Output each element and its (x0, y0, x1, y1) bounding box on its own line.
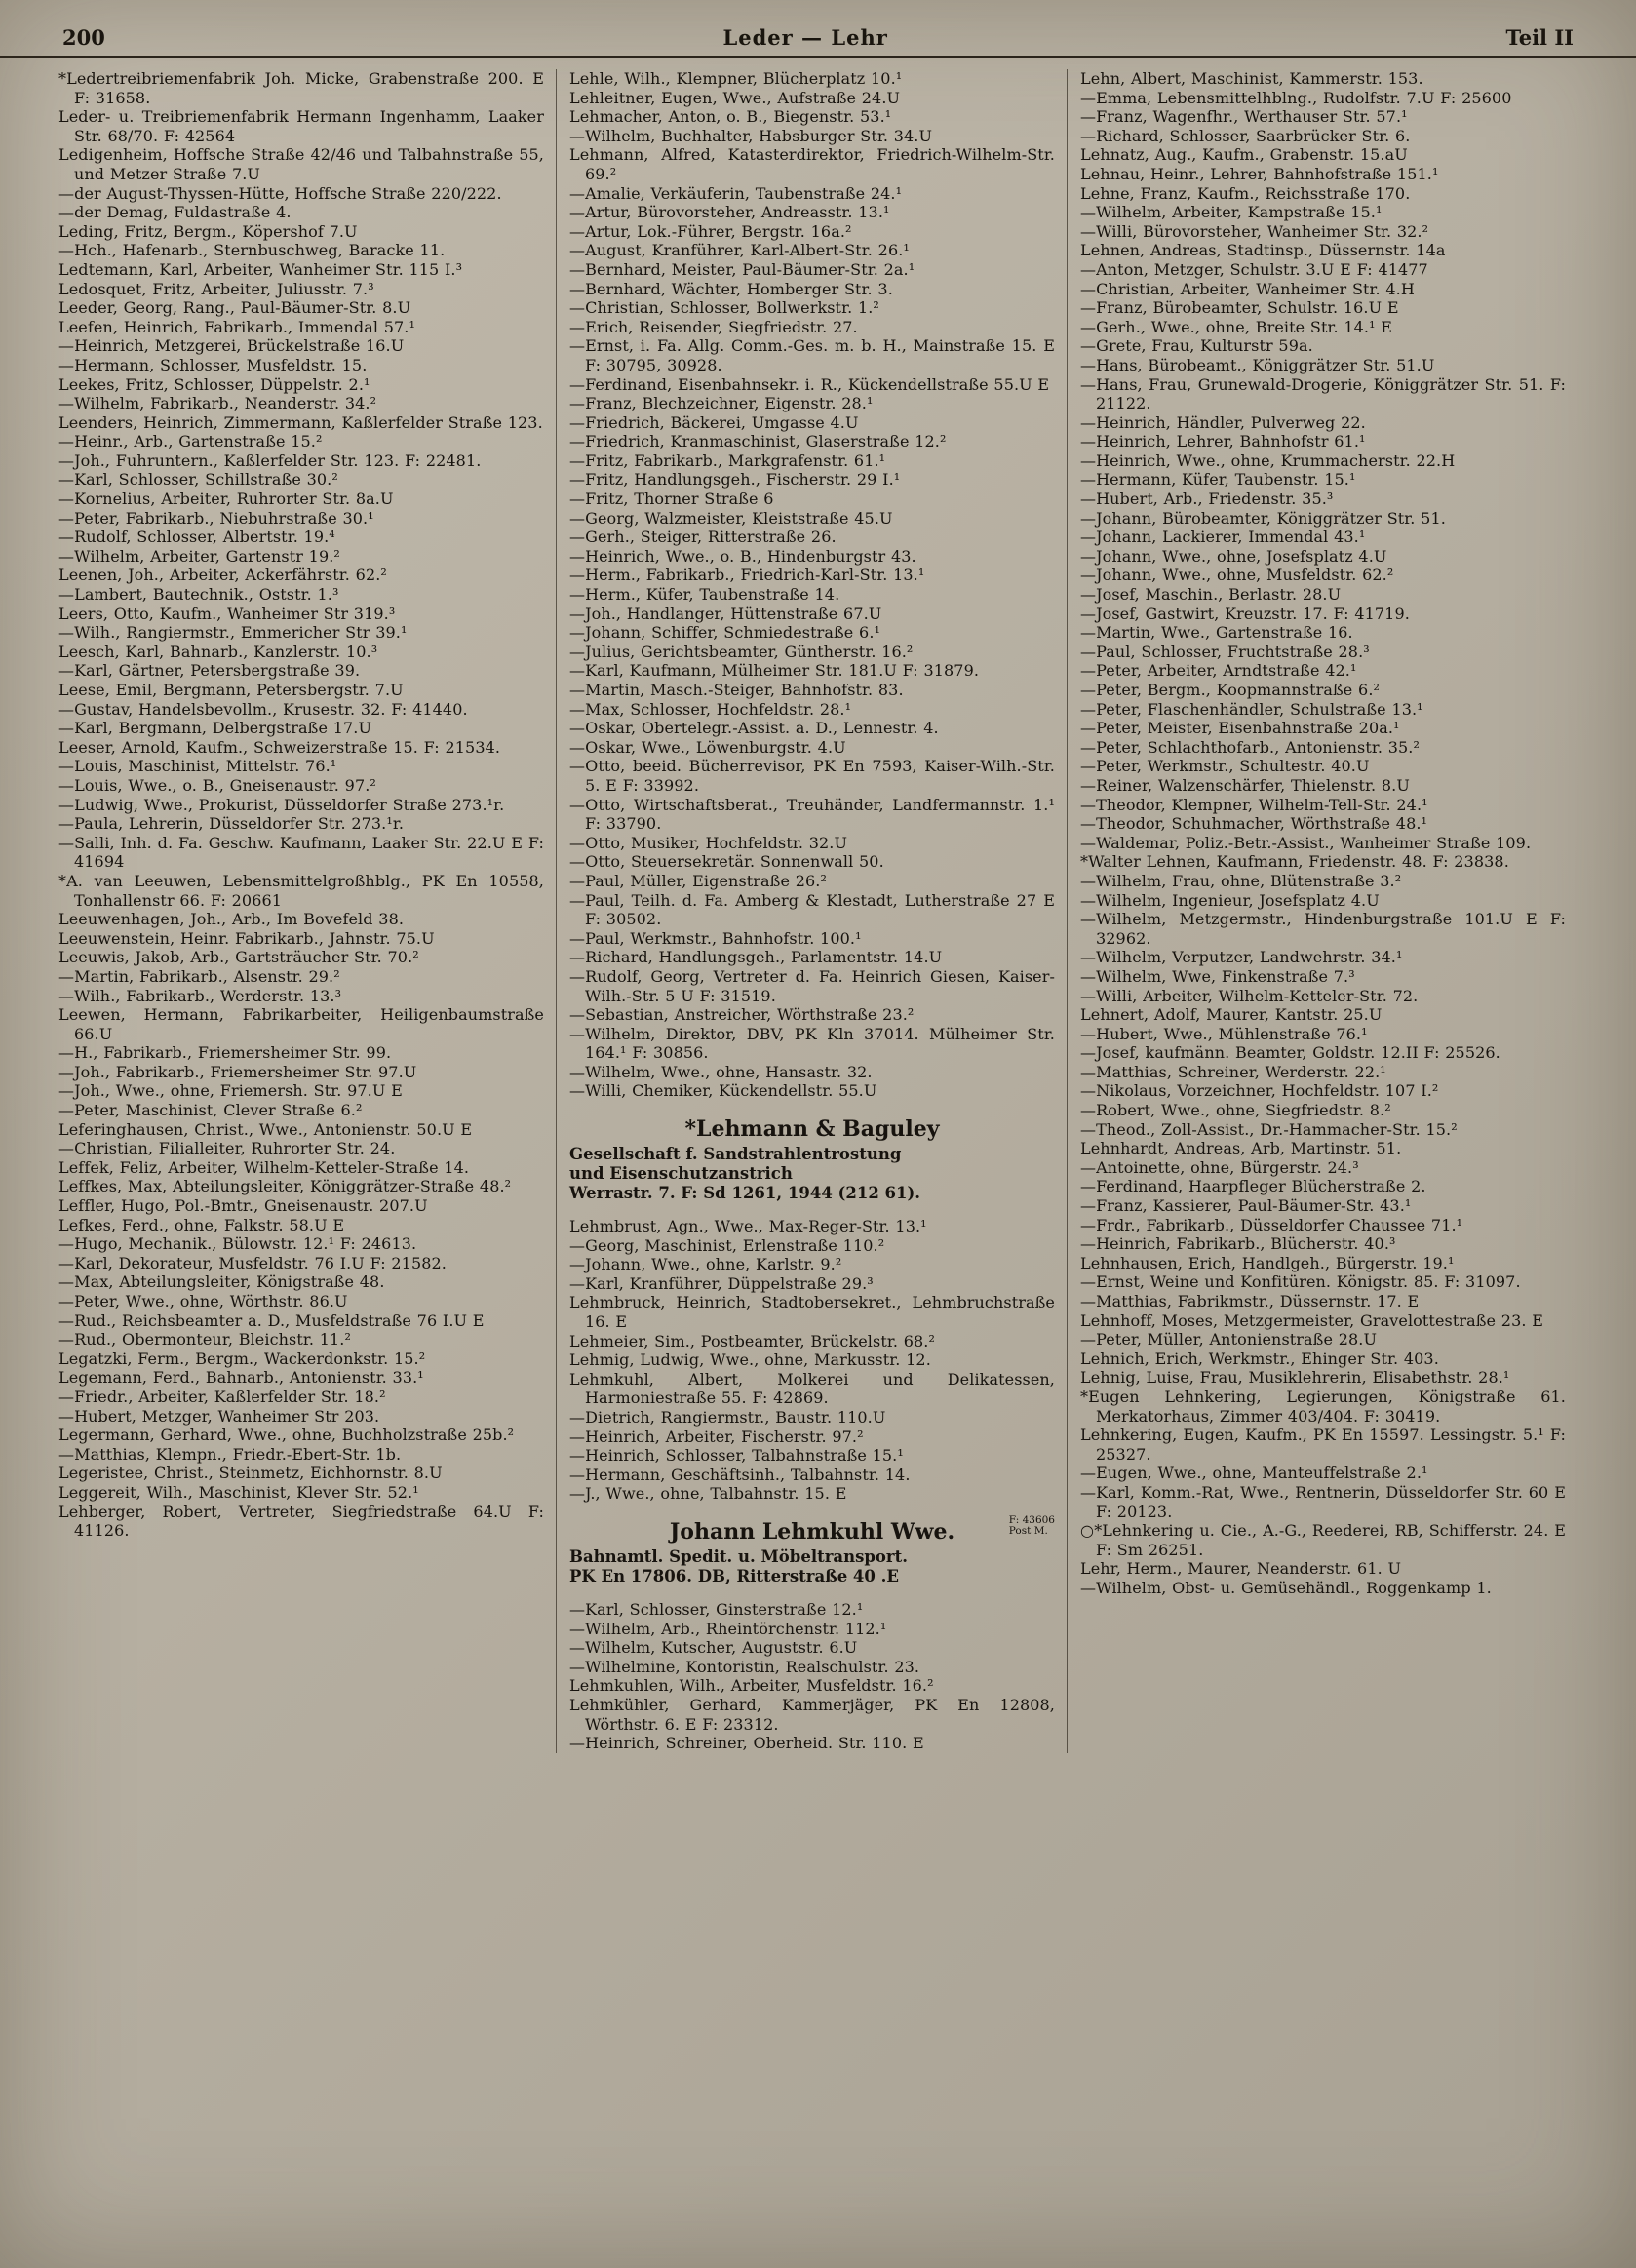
directory-entry: Leekes, Fritz, Schlosser, Düppelstr. 2.¹ (58, 374, 370, 394)
directory-entry: —Wilhelm, Fabrikarb., Neanderstr. 34.² (58, 394, 377, 413)
directory-entry: —Peter, Fabrikarb., Niebuhrstraße 30.¹ (58, 508, 374, 528)
directory-entry: —Peter, Meister, Eisenbahnstraße 20a.¹ (1080, 719, 1400, 738)
directory-entry: Lehne, Franz, Kaufm., Reichsstraße 170. (1080, 183, 1411, 203)
directory-entry: —August, Kranführer, Karl-Albert-Str. 26.¹ (569, 241, 910, 260)
directory-entry: —Hubert, Arb., Friedenstr. 35.³ (1080, 489, 1334, 509)
directory-entry: —Karl, Bergmann, Delbergstraße 17.U (58, 719, 372, 738)
directory-entry: —Johann, Lackierer, Immendal 43.¹ (1080, 528, 1366, 547)
directory-entry: Legeristee, Christ., Steinmetz, Eichhornstr. 8.U (58, 1464, 443, 1483)
directory-entry: —Friedr., Arbeiter, Kaßlerfelder Str. 18.² (58, 1387, 386, 1406)
directory-entry: Leder- u. Treibriemenfabrik Hermann Ingenhamm, Laaker Str. 68/70. F: 42564 (58, 107, 544, 145)
directory-entry: —Heinrich, Wwe., o. B., Hindenburgstr 43. (569, 546, 916, 566)
directory-entry: Lehnig, Luise, Frau, Musiklehrerin, Elisabethstr. 28.¹ (1080, 1368, 1510, 1388)
directory-entry: —Waldemar, Poliz.-Betr.-Assist., Wanheimer Straße 109. (1080, 833, 1532, 852)
directory-entry: —Josef, kaufmänn. Beamter, Goldstr. 12.II F: 25526. (1080, 1043, 1500, 1063)
advertisement-block (569, 1513, 1055, 1588)
directory-entry: *A. van Leeuwen, Lebensmittelgroßhblg., PK En 10558, Tonhallenstr 66. F: 20661 (58, 871, 544, 910)
directory-entry: —Hubert, Wwe., Mühlenstraße 76.¹ (1080, 1024, 1368, 1043)
directory-entry: —Rudolf, Schlosser, Albertstr. 19.⁴ (58, 528, 335, 547)
directory-entry: Lehberger, Robert, Vertreter, Siegfriedstraße 64.U F: 41126. (58, 1502, 544, 1541)
directory-entry: Lehle, Wilh., Klempner, Blücherplatz 10.¹ (569, 69, 903, 88)
directory-entry: —Peter, Flaschenhändler, Schulstraße 13.¹ (1080, 699, 1423, 719)
directory-entry: —Theodor, Schuhmacher, Wörthstraße 48.¹ (1080, 814, 1428, 834)
directory-entry: Leesch, Karl, Bahnarb., Kanzlerstr. 10.³ (58, 642, 378, 661)
directory-entry: Legatzki, Ferm., Bergm., Wackerdonkstr. 15.² (58, 1349, 426, 1368)
directory-entry: —Wilhelm, Ingenieur, Josefsplatz 4.U (1080, 890, 1380, 910)
directory-entry: —Wilhelm, Arb., Rheintörchenstr. 112.¹ (569, 1619, 887, 1638)
directory-entry: —Franz, Blechzeichner, Eigenstr. 28.¹ (569, 394, 874, 413)
directory-entry: —Hermann, Geschäftsinh., Talbahnstr. 14. (569, 1465, 911, 1484)
directory-entry: Lehmkuhlen, Wilh., Arbeiter, Musfeldstr. 16.² (569, 1676, 934, 1696)
directory-entry: Lehmann, Alfred, Katasterdirektor, Friedrich-Wilhelm-Str. 69.² (569, 145, 1055, 183)
directory-entry: —Julius, Gerichtsbeamter, Güntherstr. 16.² (569, 642, 914, 661)
directory-entry: Ledosquet, Fritz, Arbeiter, Juliusstr. 7.³ (58, 279, 374, 298)
directory-entry: Legemann, Ferd., Bahnarb., Antonienstr. 33.¹ (58, 1368, 424, 1388)
directory-entry: Leeder, Georg, Rang., Paul-Bäumer-Str. 8.U (58, 298, 411, 318)
directory-entry: —Paul, Schlosser, Fruchtstraße 28.³ (1080, 642, 1370, 661)
directory-entry: —Frdr., Fabrikarb., Düsseldorfer Chaussee 71.¹ (1080, 1215, 1463, 1234)
directory-entry: —Karl, Gärtner, Petersbergstraße 39. (58, 661, 361, 681)
directory-entry: Lehmacher, Anton, o. B., Biegenstr. 53.¹ (569, 107, 892, 127)
directory-entry: —J., Wwe., ohne, Talbahnstr. 15. E (569, 1484, 847, 1504)
directory-entry: —Friedrich, Bäckerei, Umgasse 4.U (569, 412, 859, 432)
directory-entry: —Otto, Steuersekretär. Sonnenwall 50. (569, 852, 884, 872)
directory-entry: —Hugo, Mechanik., Bülowstr. 12.¹ F: 24613. (58, 1234, 417, 1254)
directory-entry: —Rud., Obermonteur, Bleichstr. 11.² (58, 1330, 351, 1349)
directory-entry: Lehmeier, Sim., Postbeamter, Brückelstr. 68.² (569, 1331, 935, 1350)
directory-entry: —Heinrich, Schlosser, Talbahnstraße 15.¹ (569, 1446, 904, 1466)
directory-entry: —Peter, Müller, Antonienstraße 28.U (1080, 1330, 1378, 1349)
directory-entry: —Karl, Schlosser, Ginsterstraße 12.¹ (569, 1599, 864, 1619)
directory-entry: —Johann, Bürobeamter, Königgrätzer Str. 51. (1080, 508, 1446, 528)
directory-entry: —Wilhelm, Frau, ohne, Blütenstraße 3.² (1080, 871, 1402, 890)
directory-entry: —Fritz, Fabrikarb., Markgrafenstr. 61.¹ (569, 450, 886, 470)
directory-entry: —Otto, Wirtschaftsberat., Treuhänder, Landfermannstr. 1.¹ F: 33790. (569, 795, 1055, 834)
directory-entry: ○*Lehnkering u. Cie., A.-G., Reederei, RB, Schifferstr. 24. E F: Sm 26251. (1080, 1521, 1566, 1559)
page-header (0, 0, 1636, 58)
directory-entry: Leers, Otto, Kaufm., Wanheimer Str 319.³ (58, 604, 396, 623)
directory-entry: Leenen, Joh., Arbeiter, Ackerfährstr. 62.² (58, 566, 387, 585)
directory-entry: —Hermann, Küfer, Taubenstr. 15.¹ (1080, 470, 1356, 489)
directory-entry: Leeuwenstein, Heinr. Fabrikarb., Jahnstr. 75.U (58, 928, 435, 948)
directory-entry: —Grete, Frau, Kulturstr 59a. (1080, 336, 1313, 356)
directory-entry: —Anton, Metzger, Schulstr. 3.U E F: 41477 (1080, 259, 1428, 279)
advertisement-block (569, 1114, 1055, 1205)
directory-entry: —Heinrich, Wwe., ohne, Krummacherstr. 22.H (1080, 450, 1456, 470)
directory-entry: —Ferdinand, Haarpfleger Blücherstraße 2. (1080, 1177, 1426, 1196)
directory-entry: —Wilhelm, Wwe, Finkenstraße 7.³ (1080, 966, 1355, 986)
directory-entry: —Eugen, Wwe., ohne, Manteuffelstraße 2.¹ (1080, 1464, 1428, 1483)
directory-entry: —Matthias, Fabrikmstr., Düssernstr. 17. E (1080, 1292, 1420, 1310)
directory-entry: —Wilhelm, Metzgermstr., Hindenburgstraße 101.U E F: 32962. (1080, 910, 1566, 948)
directory-entry: —Otto, beeid. Bücherrevisor, PK En 7593, Kaiser-Wilh.-Str. 5. E F: 33992. (569, 757, 1055, 795)
directory-entry: Lehnatz, Aug., Kaufm., Grabenstr. 15.aU (1080, 145, 1408, 165)
directory-entry: —Joh., Wwe., ohne, Friemersh. Str. 97.U E (58, 1081, 403, 1101)
directory-entry: Leeuwenhagen, Joh., Arb., Im Bovefeld 38. (58, 910, 405, 929)
directory-entry: —Peter, Wwe., ohne, Wörthstr. 86.U (58, 1292, 348, 1310)
directory-entry: Lehnhausen, Erich, Handlgeh., Bürgerstr. 19.¹ (1080, 1253, 1455, 1272)
directory-entry: —Herm., Fabrikarb., Friedrich-Karl-Str. 13.¹ (569, 566, 925, 585)
directory-entry: —Bernhard, Wächter, Homberger Str. 3. (569, 279, 893, 298)
directory-entry: *Ledertreibriemenfabrik Joh. Micke, Grabenstraße 200. E F: 31658. (58, 69, 544, 107)
directory-entry: —Heinr., Arb., Gartenstraße 15.² (58, 432, 323, 451)
directory-entry: —Richard, Schlosser, Saarbrücker Str. 6. (1080, 126, 1411, 145)
directory-entry: —Peter, Arbeiter, Arndtstraße 42.¹ (1080, 661, 1357, 681)
directory-entry: —Ernst, Weine und Konfitüren. Königstr. 85. F: 31097. (1080, 1272, 1521, 1292)
directory-entry: —Friedrich, Kranmaschinist, Glaserstraße 12.² (569, 432, 947, 451)
directory-entry: —Lambert, Bautechnik., Oststr. 1.³ (58, 585, 339, 605)
directory-entry: —Johann, Wwe., ohne, Karlstr. 9.² (569, 1255, 842, 1274)
directory-entry: —Wilhelm, Wwe., ohne, Hansastr. 32. (569, 1062, 873, 1081)
directory-entry: —Reiner, Walzenschärfer, Thielenstr. 8.U (1080, 775, 1410, 795)
directory-entry: —Matthias, Klempn., Friedr.-Ebert-Str. 1b. (58, 1444, 402, 1464)
directory-entry: —Paul, Müller, Eigenstraße 26.² (569, 871, 827, 890)
directory-entry: —Hch., Hafenarb., Sternbuschweg, Baracke 11. (58, 241, 446, 260)
directory-entry: —Peter, Werkmstr., Schultestr. 40.U (1080, 757, 1370, 776)
directory-entry: —Paul, Teilh. d. Fa. Amberg & Klestadt, Lutherstraße 27 E F: 30502. (569, 890, 1055, 929)
directory-entry: —Bernhard, Meister, Paul-Bäumer-Str. 2a.¹ (569, 259, 915, 279)
directory-entry: Leggereit, Wilh., Maschinist, Klever Str. 52.¹ (58, 1482, 419, 1502)
column-middle (556, 69, 1067, 1753)
directory-entry: —Matthias, Schreiner, Werderstr. 22.¹ (1080, 1062, 1386, 1081)
directory-entry: —Georg, Maschinist, Erlenstraße 110.² (569, 1235, 885, 1255)
directory-entry: —Wilhelm, Verputzer, Landwehrstr. 34.¹ (1080, 948, 1403, 967)
directory-entry: —Hubert, Metzger, Wanheimer Str 203. (58, 1406, 380, 1426)
directory-entry: —der August-Thyssen-Hütte, Hoffsche Straße 220/222. (58, 183, 502, 203)
directory-entry: —Heinrich, Lehrer, Bahnhofstr 61.¹ (1080, 432, 1366, 451)
directory-entry: Leese, Emil, Bergmann, Petersbergstr. 7.U (58, 681, 404, 699)
directory-entry: —Karl, Schlosser, Schillstraße 30.² (58, 470, 338, 489)
directory-entry: —Joh., Fuhruntern., Kaßlerfelder Str. 123. F: 22481. (58, 450, 482, 470)
advertisement-line: und Eisenschutzanstrich (569, 1164, 793, 1184)
directory-entry: Lefkes, Ferd., ohne, Falkstr. 58.U E (58, 1215, 345, 1234)
directory-entry: Ledtemann, Karl, Arbeiter, Wanheimer Str. 115 I.³ (58, 259, 463, 279)
directory-entry: —Johann, Wwe., ohne, Musfeldstr. 62.² (1080, 566, 1394, 585)
directory-entry: Ledigenheim, Hoffsche Straße 42/46 und Talbahnstraße 55, und Metzer Straße 7.U (58, 145, 544, 183)
directory-entry: —Franz, Wagenfhr., Werthauser Str. 57.¹ (1080, 107, 1408, 127)
directory-entry: —Artur, Lok.-Führer, Bergstr. 16a.² (569, 221, 852, 241)
directory-entry: Lehr, Herm., Maurer, Neanderstr. 61. U (1080, 1559, 1402, 1579)
directory-entry: —Max, Schlosser, Hochfeldstr. 28.¹ (569, 699, 852, 719)
directory-entry: Lehnert, Adolf, Maurer, Kantstr. 25.U (1080, 1005, 1383, 1025)
advertisement-title: *Lehmann & Baguley (684, 1116, 940, 1143)
directory-entry: —Franz, Kassierer, Paul-Bäumer-Str. 43.¹ (1080, 1196, 1412, 1216)
directory-entry: —Wilhelm, Direktor, DBV, PK Kln 37014. Mülheimer Str. 164.¹ F: 30856. (569, 1024, 1055, 1063)
directory-entry: —Peter, Bergm., Koopmannstraße 6.² (1080, 681, 1381, 699)
directory-entry: —Dietrich, Rangiermstr., Baustr. 110.U (569, 1408, 886, 1427)
directory-entry: Leeser, Arnold, Kaufm., Schweizerstraße 15. F: 21534. (58, 737, 501, 757)
directory-entry: —Theodor, Klempner, Wilhelm-Tell-Str. 24.¹ (1080, 795, 1428, 814)
directory-entry: —Paul, Werkmstr., Bahnhofstr. 100.¹ (569, 928, 862, 948)
directory-entry: —Amalie, Verkäuferin, Taubenstraße 24.¹ (569, 183, 903, 203)
directory-entry: —Heinrich, Fabrikarb., Blücherstr. 40.³ (1080, 1234, 1396, 1254)
directory-entry: Leffkes, Max, Abteilungsleiter, Königgrätzer-Straße 48.² (58, 1177, 512, 1196)
directory-entry: Leffek, Feliz, Arbeiter, Wilhelm-Ketteler-Straße 14. (58, 1157, 470, 1177)
directory-entry: —Wilhelm, Obst- u. Gemüsehändl., Roggenkamp 1. (1080, 1578, 1492, 1597)
directory-entry: —Ludwig, Wwe., Prokurist, Düsseldorfer Straße 273.¹r. (58, 795, 505, 814)
directory-entry: —Louis, Maschinist, Mittelstr. 76.¹ (58, 757, 337, 776)
directory-entry: —Martin, Masch.-Steiger, Bahnhofstr. 83. (569, 681, 904, 699)
directory-entry: Leferinghausen, Christ., Wwe., Antonienstr. 50.U E (58, 1119, 473, 1139)
directory-entry: Lehleitner, Eugen, Wwe., Aufstraße 24.U (569, 88, 901, 107)
directory-entry: Lehnhardt, Andreas, Arb, Martinstr. 51. (1080, 1139, 1402, 1158)
directory-entry: —Max, Abteilungsleiter, Königstraße 48. (58, 1272, 385, 1292)
directory-entry: *Walter Lehnen, Kaufmann, Friedenstr. 48. F: 23838. (1080, 852, 1509, 872)
directory-entry: —Martin, Wwe., Gartenstraße 16. (1080, 623, 1353, 643)
directory-columns (0, 58, 1636, 1753)
directory-entry: Lehmkuhl, Albert, Molkerei und Delikatessen, Harmoniestraße 55. F: 42869. (569, 1369, 1055, 1408)
directory-entry: —Sebastian, Anstreicher, Wörthstraße 23.² (569, 1005, 915, 1025)
directory-entry: —Wilhelm, Buchhalter, Habsburger Str. 34.U (569, 126, 933, 145)
page-section-title: Leder — Lehr (722, 25, 888, 50)
directory-entry: —Richard, Handlungsgeh., Parlamentstr. 14.U (569, 948, 943, 967)
advertisement-line: PK En 17806. DB, Ritterstraße 40 .E (569, 1566, 899, 1585)
directory-entry: —Karl, Kranführer, Düppelstraße 29.³ (569, 1273, 874, 1293)
directory-entry: —Theod., Zoll-Assist., Dr.-Hammacher-Str. 15.² (1080, 1119, 1458, 1139)
directory-entry: Leffler, Hugo, Pol.-Bmtr., Gneisenaustr. 207.U (58, 1196, 428, 1216)
directory-entry: —Fritz, Handlungsgeh., Fischerstr. 29 I.¹ (569, 470, 901, 489)
directory-entry: —Wilhelm, Arbeiter, Kampstraße 15.¹ (1080, 203, 1383, 222)
directory-entry: —Willi, Bürovorsteher, Wanheimer Str. 32.² (1080, 221, 1429, 241)
directory-entry: —Wilhelm, Kutscher, Auguststr. 6.U (569, 1638, 858, 1658)
advertisement-line: Bahnamtl. Spedit. u. Möbeltransport. (569, 1546, 908, 1566)
directory-entry: —Rud., Reichsbeamter a. D., Musfeldstraße 76 I.U E (58, 1310, 485, 1330)
directory-entry: —Johann, Schiffer, Schmiedestraße 6.¹ (569, 623, 881, 643)
directory-entry: Leding, Fritz, Bergm., Köpershof 7.U (58, 221, 358, 241)
directory-entry: —Peter, Maschinist, Clever Straße 6.² (58, 1101, 363, 1120)
directory-entry: Lehnhoff, Moses, Metzgermeister, Gravelottestraße 23. E (1080, 1310, 1543, 1330)
directory-entry: —Karl, Kaufmann, Mülheimer Str. 181.U F: 31879. (569, 661, 980, 681)
directory-entry: —Wilhelm, Arbeiter, Gartenstr 19.² (58, 546, 340, 566)
directory-entry: —Herm., Küfer, Taubenstraße 14. (569, 585, 840, 605)
directory-entry: —Oskar, Obertelegr.-Assist. a. D., Lennestr. 4. (569, 719, 939, 738)
directory-entry: —Johann, Wwe., ohne, Josefsplatz 4.U (1080, 546, 1387, 566)
directory-entry: —Wilhelmine, Kontoristin, Realschulstr. 23. (569, 1657, 920, 1676)
directory-entry: Lehn, Albert, Maschinist, Kammerstr. 153. (1080, 69, 1423, 88)
directory-entry: —Salli, Inh. d. Fa. Geschw. Kaufmann, Laaker Str. 22.U E F: 41694 (58, 833, 544, 872)
directory-entry: —Oskar, Wwe., Löwenburgstr. 4.U (569, 737, 846, 757)
directory-entry: —Erich, Reisender, Siegfriedstr. 27. (569, 317, 858, 336)
advertisement-line: Werrastr. 7. F: Sd 1261, 1944 (212 61). (569, 1184, 921, 1203)
directory-entry: —Heinrich, Händler, Pulverweg 22. (1080, 412, 1366, 432)
directory-entry: —Joh., Handlanger, Hüttenstraße 67.U (569, 604, 882, 623)
directory-entry: Lehnen, Andreas, Stadtinsp., Düssernstr. 14a (1080, 241, 1446, 260)
directory-entry: —Karl, Dekorateur, Musfeldstr. 76 I.U F: 21582. (58, 1253, 447, 1272)
directory-entry: Legermann, Gerhard, Wwe., ohne, Buchholzstraße 25b.² (58, 1426, 515, 1445)
directory-entry: Lehnich, Erich, Werkmstr., Ehinger Str. 403. (1080, 1349, 1439, 1368)
directory-entry: —Martin, Fabrikarb., Alsenstr. 29.² (58, 966, 340, 986)
directory-entry: —Joh., Fabrikarb., Friemersheimer Str. 97.U (58, 1062, 417, 1081)
directory-entry: —Christian, Filialleiter, Ruhrorter Str. 24. (58, 1139, 396, 1158)
directory-entry: —Ernst, i. Fa. Allg. Comm.-Ges. m. b. H., Mainstraße 15. E F: 30795, 30928. (569, 336, 1055, 374)
advertisement-phone-note: F: 43606 Post M. (1008, 1513, 1055, 1537)
directory-entry: *Eugen Lehnkering, Legierungen, Königstraße 61. Merkatorhaus, Zimmer 403/404. F: 30419. (1080, 1387, 1566, 1426)
directory-entry: —Heinrich, Metzgerei, Brückelstraße 16.U (58, 336, 405, 356)
directory-entry: Lehmig, Ludwig, Wwe., ohne, Markusstr. 12. (569, 1350, 931, 1370)
directory-entry: —Josef, Maschin., Berlastr. 28.U (1080, 585, 1342, 605)
directory-entry: —Hans, Bürobeamt., Königgrätzer Str. 51.U (1080, 355, 1435, 374)
directory-entry: —Otto, Musiker, Hochfeldstr. 32.U (569, 833, 848, 852)
directory-entry: —Emma, Lebensmittelhblng., Rudolfstr. 7.U F: 25600 (1080, 88, 1512, 107)
directory-entry: Leeuwis, Jakob, Arb., Gartsträucher Str. 70.² (58, 948, 419, 967)
directory-entry: —Hans, Frau, Grunewald-Drogerie, Königgrätzer Str. 51. F: 21122. (1080, 374, 1566, 413)
advertisement-line: Gesellschaft f. Sandstrahlentrostung (569, 1145, 902, 1164)
directory-entry: Lehnau, Heinr., Lehrer, Bahnhofstraße 151.¹ (1080, 164, 1439, 183)
directory-entry: —Gustav, Handelsbevollm., Krusestr. 32. F: 41440. (58, 699, 468, 719)
directory-entry: —Heinrich, Schreiner, Oberheid. Str. 110. E (569, 1734, 924, 1753)
directory-entry: Leewen, Hermann, Fabrikarbeiter, Heiligenbaumstraße 66.U (58, 1005, 544, 1043)
directory-entry: —Antoinette, ohne, Bürgerstr. 24.³ (1080, 1157, 1359, 1177)
directory-entry: —Gerh., Steiger, Ritterstraße 26. (569, 528, 837, 547)
directory-entry: Leenders, Heinrich, Zimmermann, Kaßlerfelder Straße 123. (58, 412, 543, 432)
directory-entry: —Josef, Gastwirt, Kreuzstr. 17. F: 41719. (1080, 604, 1410, 623)
directory-entry: —Christian, Schlosser, Bollwerkstr. 1.² (569, 298, 879, 318)
column-right (1067, 69, 1578, 1753)
directory-entry: Lehmkühler, Gerhard, Kammerjäger, PK En 12808, Wörthstr. 6. E F: 23312. (569, 1695, 1055, 1734)
page-number: 200 (62, 25, 105, 50)
directory-entry: —Christian, Arbeiter, Wanheimer Str. 4.H (1080, 279, 1415, 298)
directory-entry: Leefen, Heinrich, Fabrikarb., Immendal 57.¹ (58, 317, 416, 336)
directory-entry: —Paula, Lehrerin, Düsseldorfer Str. 273.¹r. (58, 814, 405, 834)
directory-entry: —Hermann, Schlosser, Musfeldstr. 15. (58, 355, 368, 374)
directory-entry: —Fritz, Thorner Straße 6 (569, 489, 774, 509)
directory-entry: Lehmbruck, Heinrich, Stadtobersekret., Lehmbruchstraße 16. E (569, 1293, 1055, 1332)
directory-entry: —Karl, Komm.-Rat, Wwe., Rentnerin, Düsseldorfer Str. 60 E F: 20123. (1080, 1482, 1566, 1521)
directory-entry: —Wilh., Fabrikarb., Werderstr. 13.³ (58, 986, 342, 1005)
directory-entry: —Georg, Walzmeister, Kleiststraße 45.U (569, 508, 893, 528)
directory-entry: —Artur, Bürovorsteher, Andreasstr. 13.¹ (569, 203, 890, 222)
directory-entry: —Gerh., Wwe., ohne, Breite Str. 14.¹ E (1080, 317, 1393, 336)
directory-entry: —Robert, Wwe., ohne, Siegfriedstr. 8.² (1080, 1101, 1391, 1120)
directory-entry: —der Demag, Fuldastraße 4. (58, 203, 292, 222)
directory-entry: —Heinrich, Arbeiter, Fischerstr. 97.² (569, 1427, 864, 1446)
column-left (58, 69, 556, 1753)
page-part-label: Teil II (1505, 25, 1574, 50)
directory-entry: —Franz, Bürobeamter, Schulstr. 16.U E (1080, 298, 1399, 318)
directory-entry: —H., Fabrikarb., Friemersheimer Str. 99. (58, 1043, 392, 1063)
directory-entry: —Willi, Arbeiter, Wilhelm-Ketteler-Str. 72. (1080, 986, 1419, 1005)
directory-entry: Lehnkering, Eugen, Kaufm., PK En 15597. Lessingstr. 5.¹ F: 25327. (1080, 1426, 1566, 1464)
directory-entry: —Nikolaus, Vorzeichner, Hochfeldstr. 107 I.² (1080, 1081, 1439, 1101)
directory-entry: —Rudolf, Georg, Vertreter d. Fa. Heinrich Giesen, Kaiser-Wilh.-Str. 5 U F: 31519. (569, 966, 1055, 1005)
directory-entry: Lehmbrust, Agn., Wwe., Max-Reger-Str. 13.¹ (569, 1217, 927, 1236)
directory-entry: —Louis, Wwe., o. B., Gneisenaustr. 97.² (58, 775, 376, 795)
directory-entry: —Kornelius, Arbeiter, Ruhrorter Str. 8a.U (58, 489, 394, 509)
directory-entry: —Ferdinand, Eisenbahnsekr. i. R., Kückendellstraße 55.U E (569, 374, 1050, 394)
directory-entry: —Wilh., Rangiermstr., Emmericher Str 39.¹ (58, 623, 408, 643)
directory-entry: —Peter, Schlachthofarb., Antonienstr. 35.² (1080, 737, 1420, 757)
advertisement-title: F: 43606 Post M. Johann Lehmkuhl Wwe. (669, 1513, 1055, 1545)
directory-entry: —Willi, Chemiker, Kückendellstr. 55.U (569, 1081, 877, 1101)
